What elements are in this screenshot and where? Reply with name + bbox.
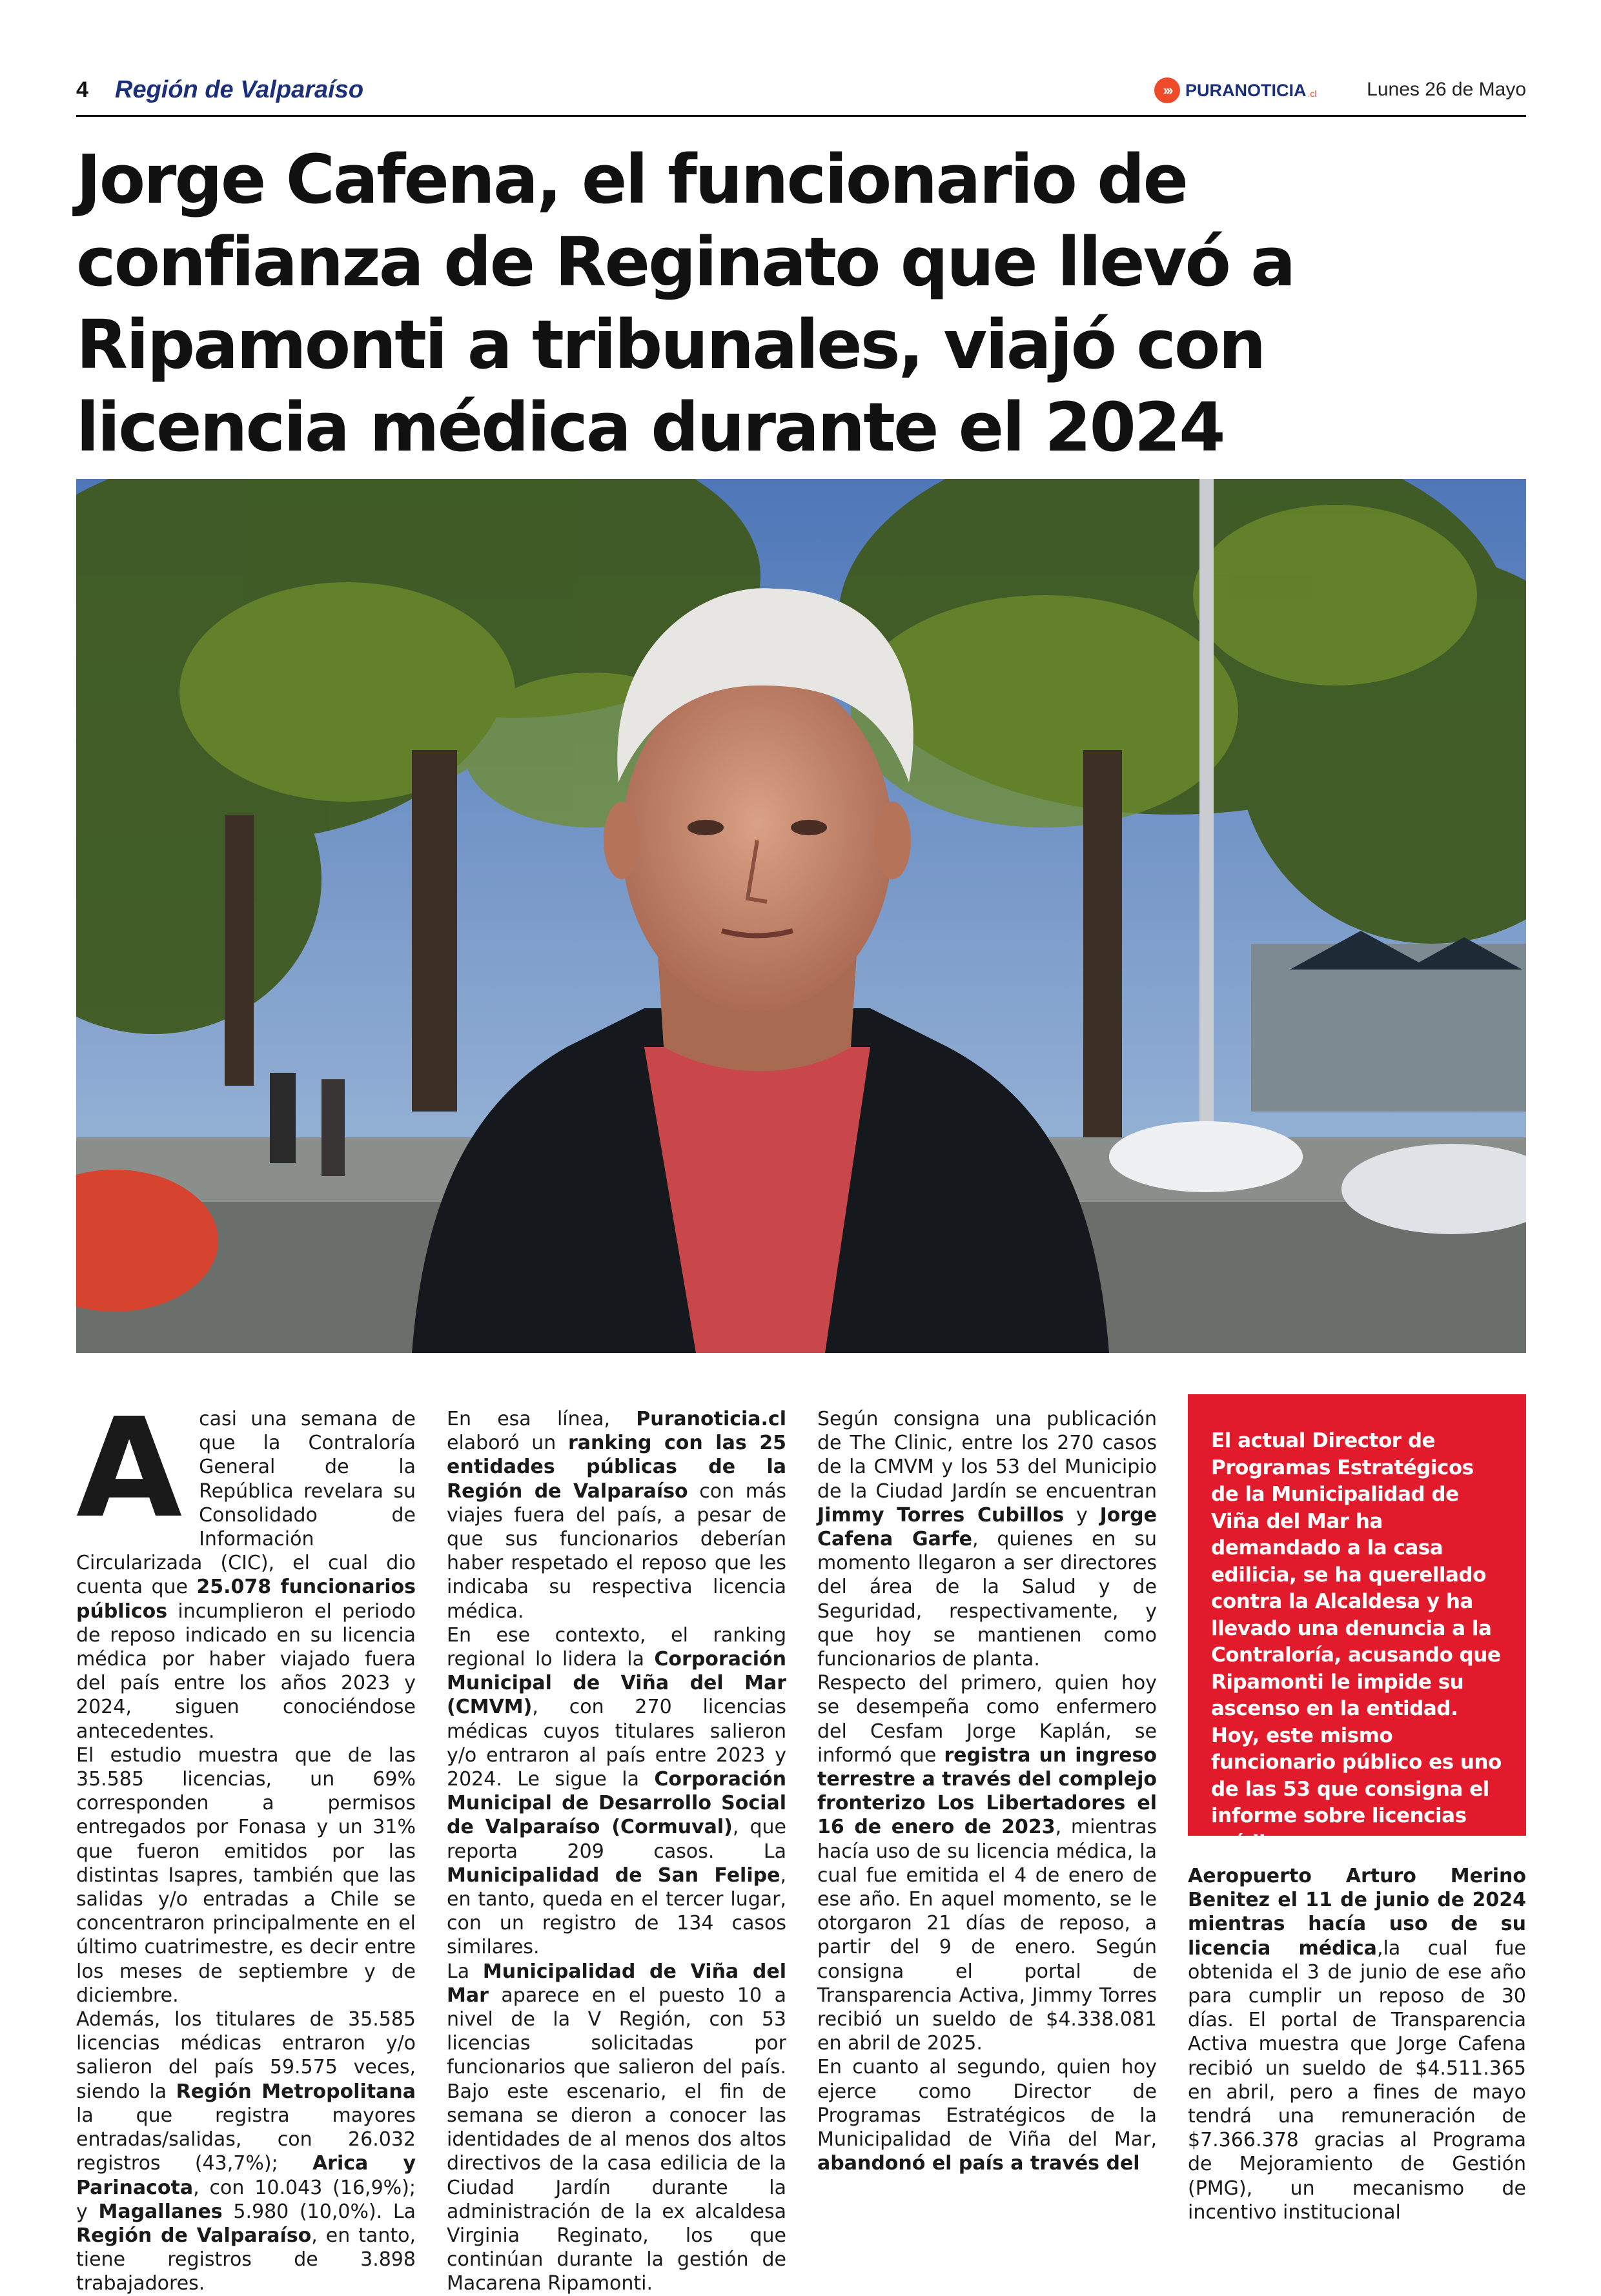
bold-text-run: Aeropuerto Arturo Merino Benitez el 11 de junio de 2024 mientras hacía uso de su licencia médica bbox=[1188, 1865, 1526, 1960]
brand-tld: .cl bbox=[1307, 88, 1317, 99]
text-run: casi una semana de que la Contraloría General de la República revelara su Consolidado de Información Circularizada (CIC), el cual dio cuenta que bbox=[76, 1408, 416, 1599]
bold-text-run: Jorge Cafena Garfe bbox=[817, 1503, 1157, 1551]
paragraph bbox=[817, 2055, 1157, 2175]
text-run: La bbox=[447, 1960, 483, 1983]
text-run: 5.980 (10,0%). La bbox=[222, 2200, 416, 2223]
brand-logo bbox=[1154, 76, 1317, 105]
paragraph bbox=[817, 1407, 1157, 1671]
brand-name: PURANOTICIA bbox=[1185, 80, 1307, 100]
bold-text-run: Municipalidad de San Felipe bbox=[447, 1864, 780, 1887]
page-header bbox=[76, 72, 1526, 117]
portrait-photo-illustration bbox=[76, 479, 1526, 1353]
text-run: , que reporta 209 casos. La bbox=[447, 1816, 786, 1863]
text-run: la que registra mayores entradas/salidas, con 26.032 registros (43,7%); bbox=[76, 2104, 416, 2175]
bold-text-run: Arica y Parinacota bbox=[76, 2152, 416, 2199]
text-run: , quienes en su momento llegaron a ser directores del área de la Salud y de Seguridad, respectivamente, y que hoy se mantienen como funcionarios de planta. bbox=[817, 1528, 1157, 1671]
text-run: elaboró un bbox=[447, 1432, 568, 1455]
paragraph bbox=[447, 1960, 786, 2296]
text-run: aparece en el puesto 10 a nivel de la V Región, con 53 licencias solicitadas por funcionarios que salieron del país. Bajo este escenario, el fin de semana se dieron a conocer las identidades de al menos dos altos directivos de la casa edilicia de la Ciudad Jardín durante la administración de la ex alcaldesa Virginia Reginato, los que continúan durante la gestión de Macarena Ripamonti. bbox=[447, 1984, 786, 2295]
highlight-text: El actual Director de Programas Estratégicos de la Municipalidad de Viña del Mar ha demandado a la casa edilicia, se ha querellado contra la Alcaldesa y ha llevado una denuncia a la Contraloría, acusando que Ripamonti le impide su ascenso en la entidad. Hoy, este mismo funcionario público es uno de las 53 que consigna el informe sobre licencias médicas. bbox=[1211, 1429, 1502, 1854]
article-photo bbox=[76, 479, 1526, 1353]
bold-text-run: ranking con las 25 entidades públicas de la Región de Valparaíso bbox=[447, 1432, 786, 1503]
text-run: En cuanto al segundo, quien hoy ejerce como Director de Programas Estratégicos de la Municipalidad de Viña del Mar, bbox=[817, 2056, 1157, 2151]
text-run: En ese contexto, el ranking regional lo lidera la bbox=[447, 1623, 786, 1671]
text-run: , en tanto, queda en el tercer lugar, con un registro de 134 casos similares. bbox=[447, 1864, 786, 1959]
bold-text-run: registra un ingreso terrestre a través del complejo fronterizo Los Libertadores el 16 de enero de 2023 bbox=[817, 1743, 1157, 1839]
text-run: con más viajes fuera del país, a pesar de que sus funcionarios deberían haber respetado el reposo que les indicaba su respectiva licencia médica. bbox=[447, 1479, 787, 1623]
paragraph bbox=[817, 1671, 1157, 2055]
text-run: Según consigna una publicación de The Clinic, entre los 270 casos de la CMVM y los 53 del Municipio de la Ciudad Jardín se encuentran bbox=[817, 1408, 1157, 1503]
article-column-1 bbox=[76, 1388, 416, 2296]
text-run: , bbox=[1376, 1936, 1383, 1960]
bold-text-run: abandonó el país a través del bbox=[817, 2152, 1140, 2175]
bold-text-run: Región Metropolitana bbox=[176, 2080, 416, 2103]
section-title: Región de Valparaíso bbox=[115, 76, 364, 103]
paragraph bbox=[447, 1407, 786, 1623]
bold-text-run: Corporación Municipal de Viña del Mar (CMVM) bbox=[447, 1648, 786, 1719]
text-run: incumplieron el periodo de reposo indicado en su licencia médica por haber viajado fuera del país entre los años 2023 y 2024, siguen conociéndose antecedentes. bbox=[76, 1600, 416, 1743]
drop-cap: A bbox=[76, 1388, 183, 1548]
article-headline: Jorge Cafena, el funcionario de confianza de Reginato que llevó a Ripamonti a tribunales, viajó con licencia médica durante el 2024 bbox=[76, 140, 1294, 467]
text-run: Además, los titulares de 35.585 licencias médicas entraron y/o salieron del país 59.575 veces, siendo la bbox=[76, 2008, 416, 2103]
bold-text-run: Puranoticia.cl bbox=[636, 1408, 786, 1430]
text-run: la cual fue obtenida el 3 de junio de ese año para cumplir un reposo de 30 días. El portal de Transparencia Activa muestra que Jorge Cafena recibió un sueldo de $4.511.365 en abril, pero a fines de mayo tendrá una remuneración de $7.366.378 gracias al Programa de Mejoramiento de Gestión (PMG), un mecanismo de incentivo institucional bbox=[1188, 1936, 1526, 2224]
bold-text-run: Jimmy Torres Cubillos bbox=[817, 1503, 1065, 1527]
text-run: , mientras hacía uso de su licencia médica, la cual fue emitida el 4 de enero de ese año. En aquel momento, se le otorgaron 21 días de reposo, a partir del 9 de enero. Según consigna el portal de Transparencia Activa, Jimmy Torres recibió un sueldo de $4.338.081 en abril de 2025. bbox=[817, 1816, 1157, 2055]
text-run: El estudio muestra que de las 35.585 licencias, un 69% corresponden a permisos entregados por Fonasa y un 31% que fueron emitidos por las distintas Isapres, también que las salidas y/o entradas a Chile se concentraron principalmente en el último cuatrimestre, es decir entre los meses de septiembre y de diciembre. bbox=[76, 1743, 416, 2007]
article-column-2 bbox=[447, 1407, 786, 2296]
paragraph bbox=[76, 2007, 416, 2295]
text-run: y bbox=[1064, 1503, 1100, 1527]
text-run: Respecto del primero, quien hoy se desempeña como enfermero del Cesfam Jorge Kaplán, se informó que bbox=[817, 1672, 1157, 1767]
paragraph bbox=[447, 1623, 786, 1960]
article-column-4 bbox=[1188, 1864, 1526, 2224]
issue-date: Lunes 26 de Mayo bbox=[1367, 79, 1526, 100]
bold-text-run: Corporación Municipal de Desarrollo Social de Valparaíso (Cormuval) bbox=[447, 1768, 786, 1839]
text-run: En esa línea, bbox=[447, 1408, 637, 1430]
highlight-box bbox=[1188, 1394, 1526, 1854]
text-run: , en tanto, tiene registros de 3.898 trabajadores. bbox=[76, 2224, 416, 2295]
paragraph bbox=[76, 1743, 416, 2007]
brand-chevron-icon: ››› bbox=[1154, 77, 1180, 103]
page-number: 4 bbox=[76, 77, 88, 102]
paragraph-continuation bbox=[1188, 1864, 1526, 2224]
bold-text-run: Magallanes bbox=[98, 2200, 223, 2223]
bold-text-run: Región de Valparaíso bbox=[76, 2224, 312, 2247]
text-run: , con 10.043 (16,9%); y bbox=[76, 2176, 416, 2223]
text-run: , con 270 licencias médicas cuyos titulares salieron y/o entraron al país entre 2023 y 2024. Le sigue la bbox=[447, 1696, 786, 1791]
article-column-3 bbox=[817, 1407, 1157, 2176]
bold-text-run: 25.078 funcionarios públicos bbox=[76, 1576, 416, 1623]
bold-text-run: Municipalidad de Viña del Mar bbox=[447, 1960, 786, 2007]
